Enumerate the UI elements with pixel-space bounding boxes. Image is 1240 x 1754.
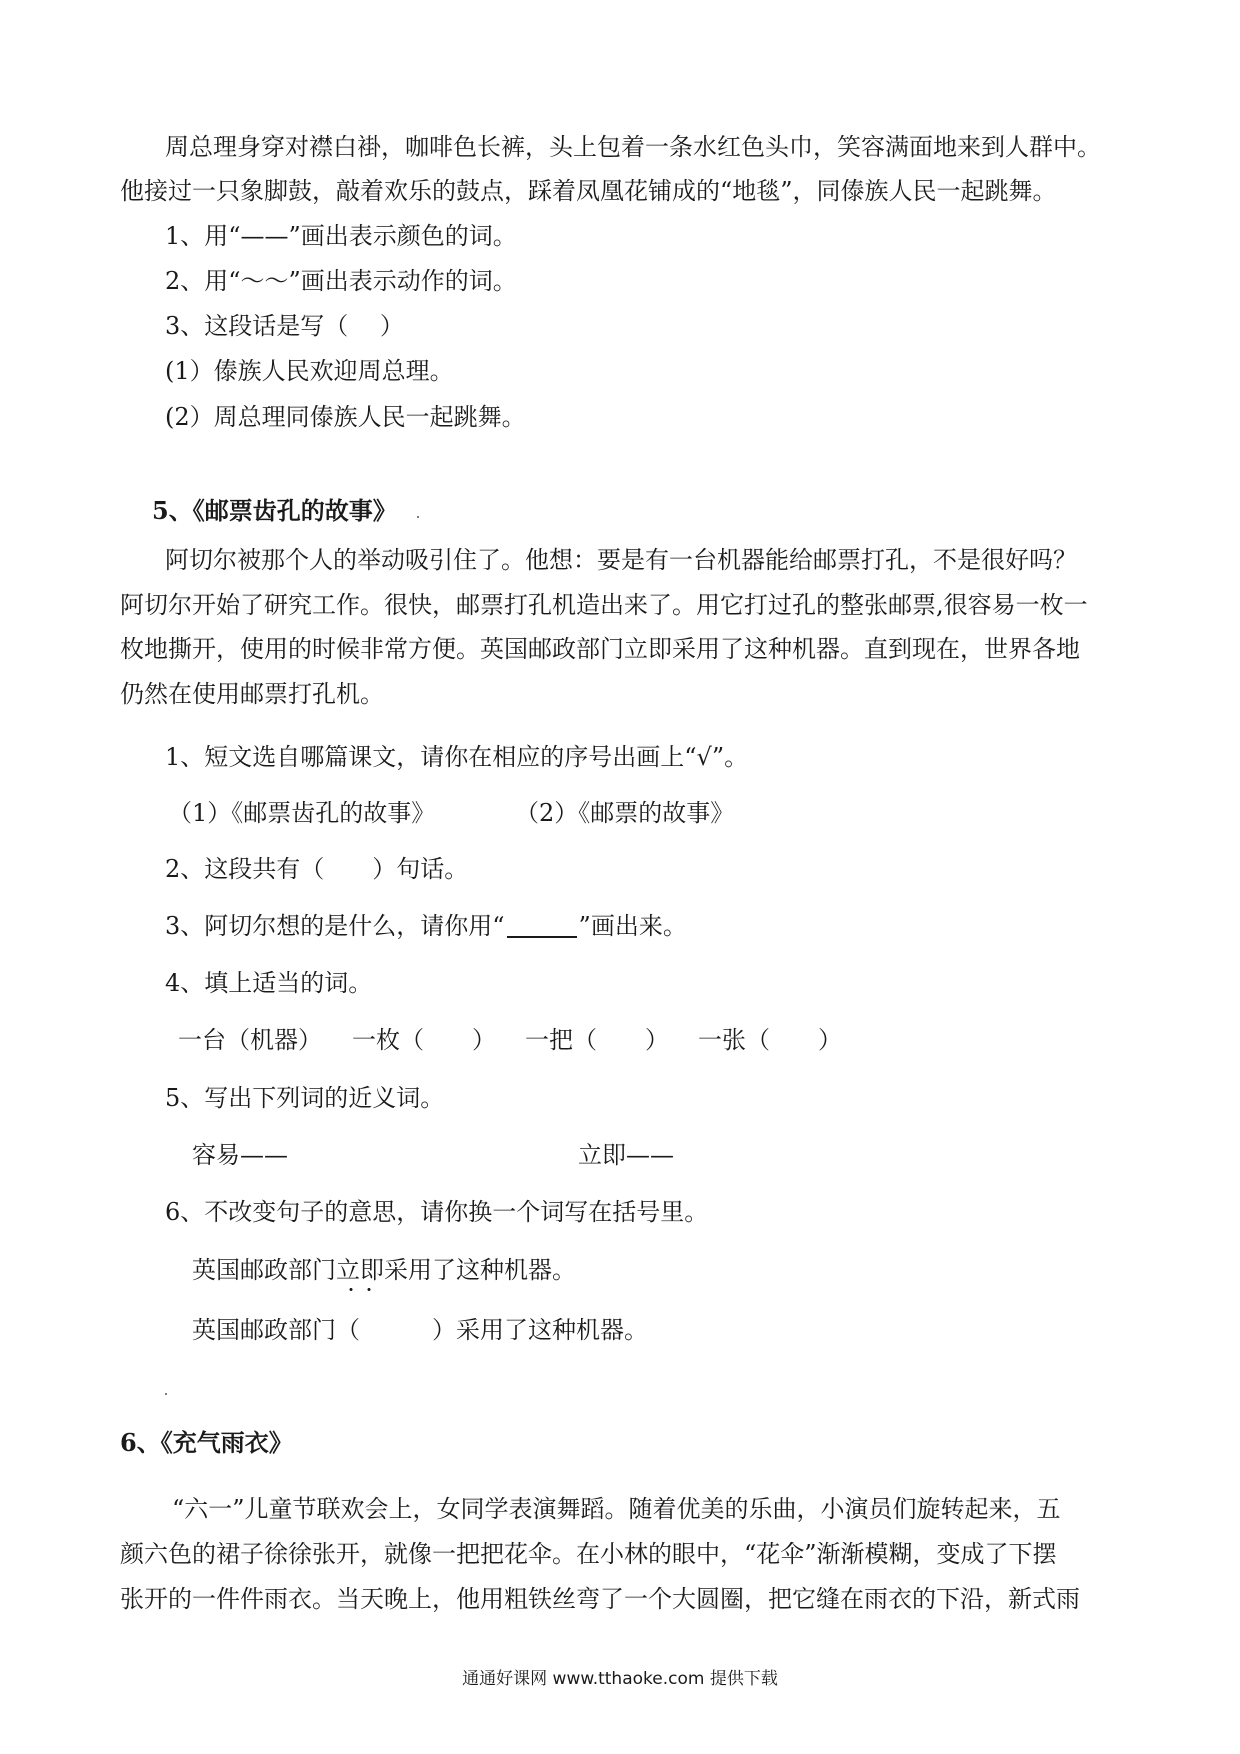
question-text: 3、这段话是写（ ） xyxy=(165,312,404,340)
paragraph-line: 他接过一只象脚鼓，敲着欢乐的鼓点，踩着凤凰花铺成的“地毯”，同傣族人民一起跳舞。 xyxy=(120,177,1057,205)
question-text: 2、用“～～”画出表示动作的词。 xyxy=(165,267,517,295)
paragraph-line: “六一”儿童节联欢会上，女同学表演舞蹈。随着优美的乐曲，小演员们旋转起来，五 xyxy=(172,1495,1061,1523)
sentence-part: 英国邮政部门 xyxy=(192,1256,336,1284)
section-heading: 5、《邮票齿孔的故事》 xyxy=(152,496,397,525)
option-text: （1）《邮票齿孔的故事》 xyxy=(168,799,436,827)
section-heading: 6、《充气雨衣》 xyxy=(120,1428,293,1457)
paragraph-line: 阿切尔开始了研究工作。很快，邮票打孔机造出来了。用它打过孔的整张邮票,很容易一枚一 xyxy=(120,591,1088,619)
option-text: （2）《邮票的故事》 xyxy=(515,799,735,827)
question-text: 1、用“——”画出表示颜色的词。 xyxy=(165,222,517,250)
synonym-item: 容易—— xyxy=(192,1141,288,1169)
page-footer: 通通好课网 www.tthaoke.com 提供下载 xyxy=(462,1669,778,1689)
underline-sample xyxy=(507,935,577,938)
fill-sentence: 英国邮政部门（ ）采用了这种机器。 xyxy=(192,1316,648,1344)
fill-item: 一台（机器） xyxy=(178,1026,322,1054)
paragraph-line: 枚地撕开，使用的时候非常方便。英国邮政部门立即采用了这种机器。直到现在，世界各地 xyxy=(120,635,1080,663)
scan-dot xyxy=(417,516,419,518)
scan-dot xyxy=(165,1393,167,1395)
fill-item: 一把（ ） xyxy=(525,1026,669,1054)
question-text-part: ”画出来。 xyxy=(578,912,687,940)
fill-item: 一张（ ） xyxy=(698,1026,842,1054)
question-text-part: 3、阿切尔想的是什么，请你用“ xyxy=(165,912,505,940)
paragraph-line: 颜六色的裙子徐徐张开，就像一把把花伞。在小林的眼中，“花伞”渐渐模糊，变成了下摆 xyxy=(120,1540,1057,1568)
paragraph-line: 阿切尔被那个人的举动吸引住了。他想：要是有一台机器能给邮票打孔，不是很好吗？ xyxy=(165,546,1077,574)
sentence-part: 采用了这种机器。 xyxy=(384,1256,576,1284)
question-text: 2、这段共有（ ）句话。 xyxy=(165,855,469,883)
paragraph-line: 张开的一件件雨衣。当天晚上，他用粗铁丝弯了一个大圆圈，把它缝在雨衣的下沿，新式雨 xyxy=(120,1585,1080,1613)
option-text: (2）周总理同傣族人民一起跳舞。 xyxy=(165,403,526,431)
example-sentence xyxy=(192,1255,576,1285)
question-text xyxy=(165,911,687,941)
question-text: 5、写出下列词的近义词。 xyxy=(165,1084,445,1112)
paragraph-line: 仍然在使用邮票打孔机。 xyxy=(120,680,384,708)
question-text: 4、填上适当的词。 xyxy=(165,969,373,997)
synonym-item: 立即—— xyxy=(578,1141,674,1169)
paragraph-line: 周总理身穿对襟白褂，咖啡色长裤，头上包着一条水红色头巾，笑容满面地来到人群中。 xyxy=(165,133,1101,161)
option-text: (1）傣族人民欢迎周总理。 xyxy=(165,357,454,385)
question-text: 1、短文选自哪篇课文，请你在相应的序号出画上“√”。 xyxy=(165,743,749,771)
emphasized-word: 立即 xyxy=(336,1256,384,1284)
fill-item: 一枚（ ） xyxy=(352,1026,496,1054)
question-text: 6、不改变句子的意思，请你换一个词写在括号里。 xyxy=(165,1198,709,1226)
